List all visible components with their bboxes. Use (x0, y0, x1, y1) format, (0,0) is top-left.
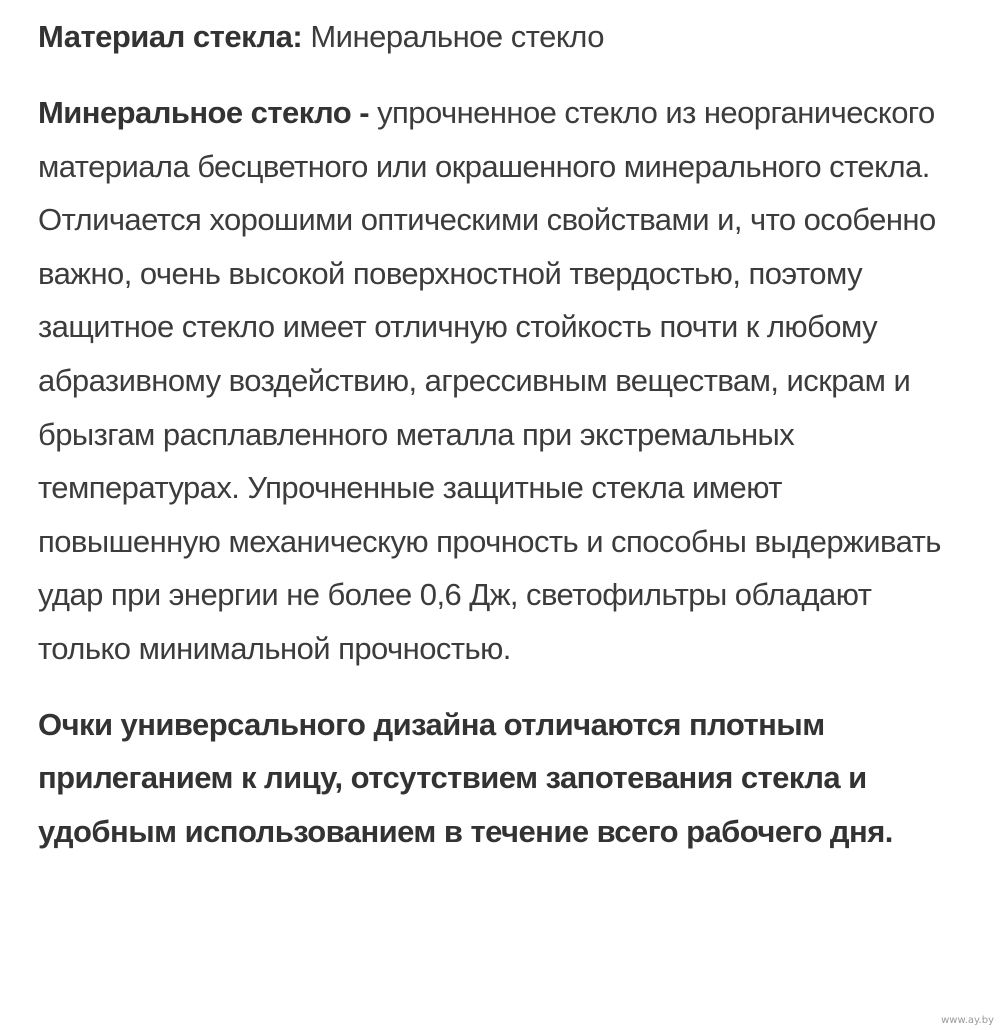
spec-label: Материал стекла: (38, 19, 303, 54)
product-description (38, 14, 968, 858)
spec-glass-material (38, 14, 968, 60)
glass-description-paragraph (38, 86, 968, 676)
glass-term: Минеральное стекло - (38, 95, 369, 130)
design-summary: Очки универсального дизайна отличаются плотным прилеганием к лицу, отсутствием запотевания стекла и удобным использованием в течение всего рабочего дня. (38, 706, 893, 849)
spec-value: Минеральное стекло (310, 19, 604, 54)
watermark: www.ay.by (941, 1015, 994, 1026)
glass-description-text: упрочненное стекло из неорганического материала бесцветного или окрашенного минерального стекла. Отличается хорошими оптическими свойствами и, что особенно важно, очень высокой поверхностной твердостью, поэтому защитное стекло имеет отличную стойкость почти к любому абразивному воздействию, агрессивным веществам, искрам и брызгам расплавленного металла при экстремальных температурах. Упрочненные защитные стекла имеют повышенную механическую прочность и способны выдерживать удар при энергии не более 0,6 Дж, светофильтры обладают только минимальной прочностью. (38, 95, 941, 666)
